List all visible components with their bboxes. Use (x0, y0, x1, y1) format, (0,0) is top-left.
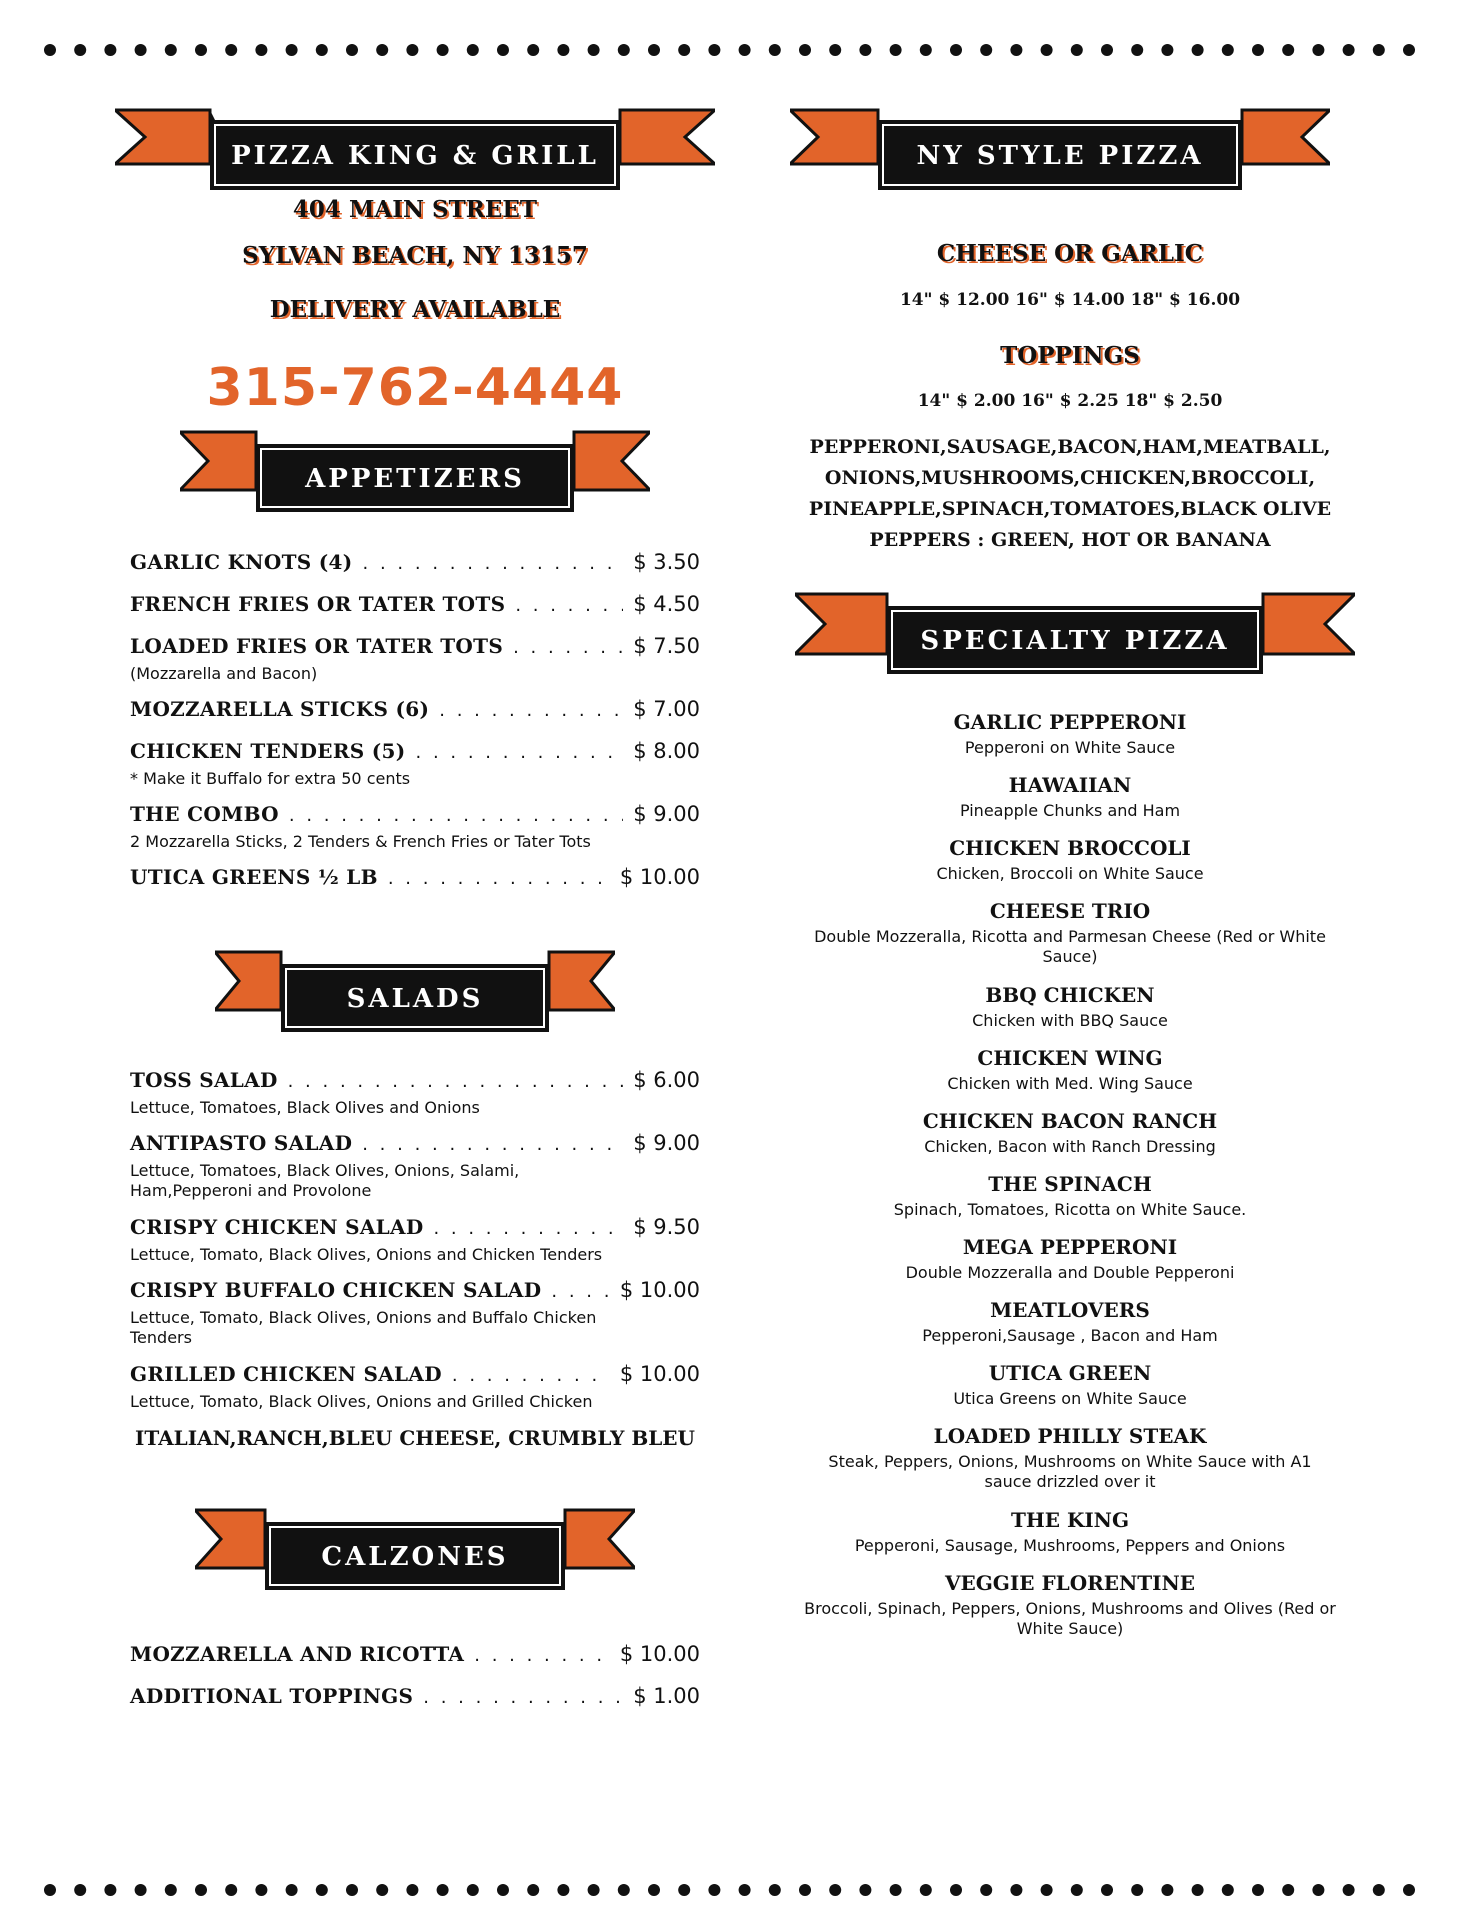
item-description: Lettuce, Tomatoes, Black Olives and Onions (130, 1098, 480, 1117)
item-name: LOADED PHILLY STEAK (933, 1424, 1207, 1448)
right-column (800, 0, 1340, 1920)
item-price: $ 9.50 (633, 1215, 700, 1239)
border-dot (708, 44, 720, 56)
border-dot (104, 1884, 116, 1896)
specialty-banner (795, 592, 1355, 676)
specialty-title: SPECIALTY PIZZA (920, 626, 1230, 656)
item-name: MOZZARELLA STICKS (6) (130, 697, 430, 721)
appetizers-title: APPETIZERS (305, 464, 525, 494)
item-name: THE SPINACH (988, 1172, 1152, 1196)
list-item (800, 1046, 1340, 1094)
border-dot (1403, 1884, 1415, 1896)
dot-leader (551, 1281, 609, 1302)
list-item (800, 983, 1340, 1031)
item-name: ADDITIONAL TOPPINGS (130, 1684, 414, 1708)
toppings-line: PINEAPPLE,SPINACH,TOMATOES,BLACK OLIVE (808, 498, 1332, 520)
list-item (130, 634, 700, 684)
border-dot (739, 1884, 751, 1896)
dot-leader (439, 700, 623, 721)
list-item (800, 1361, 1340, 1409)
appetizers-banner (180, 430, 650, 514)
item-description: * Make it Buffalo for extra 50 cents (130, 769, 411, 788)
item-name: MEGA PEPPERONI (962, 1235, 1178, 1259)
item-name: CRISPY BUFFALO CHICKEN SALAD (130, 1278, 542, 1302)
ny-style-title: NY STYLE PIZZA (916, 141, 1204, 171)
item-price: $ 3.50 (633, 550, 700, 574)
item-description: Lettuce, Tomato, Black Olives, Onions and Grilled Chicken (130, 1392, 593, 1411)
left-column (130, 0, 700, 1920)
dot-leader (289, 805, 623, 826)
item-price: $ 10.00 (619, 865, 700, 889)
item-name: BBQ CHICKEN (985, 983, 1155, 1007)
toppings-line: PEPPERONI,SAUSAGE,BACON,HAM,MEATBALL, (809, 436, 1331, 458)
item-name: CHICKEN BROCCOLI (949, 836, 1191, 860)
restaurant-name: PIZZA KING & GRILL (231, 141, 599, 171)
item-name: FRENCH FRIES OR TATER TOTS (130, 592, 506, 616)
dot-leader (363, 553, 624, 574)
item-name: CHICKEN TENDERS (5) (130, 739, 406, 763)
item-description: Pineapple Chunks and Ham (959, 801, 1181, 820)
ny-style-banner (790, 108, 1330, 192)
item-description: Broccoli, Spinach, Peppers, Onions, Mushrooms and Olives (Red or White Sauce) (804, 1599, 1336, 1638)
toppings-list (800, 432, 1340, 556)
item-price: $ 10.00 (619, 1362, 700, 1386)
border-dot (1373, 1884, 1385, 1896)
item-price: $ 10.00 (619, 1278, 700, 1302)
border-dot (769, 1884, 781, 1896)
list-item (130, 739, 700, 789)
border-dot (44, 44, 56, 56)
salads-banner (215, 950, 615, 1034)
border-dot (1343, 1884, 1355, 1896)
item-name: GRILLED CHICKEN SALAD (130, 1362, 442, 1386)
item-name: UTICA GREENS ½ LB (130, 865, 378, 889)
item-description: Lettuce, Tomato, Black Olives, Onions and Buffalo Chicken Tenders (130, 1308, 597, 1347)
item-name: VEGGIE FLORENTINE (944, 1571, 1196, 1595)
dot-leader (388, 868, 610, 889)
item-price: $ 7.50 (633, 634, 700, 658)
item-description: Chicken, Broccoli on White Sauce (936, 864, 1204, 883)
list-item (130, 865, 700, 889)
border-dot (769, 44, 781, 56)
list-item (130, 1131, 700, 1201)
list-item (130, 1215, 700, 1265)
dot-leader (513, 637, 623, 658)
list-item (800, 1109, 1340, 1157)
list-item (800, 836, 1340, 884)
list-item (800, 1508, 1340, 1556)
list-item (800, 773, 1340, 821)
item-price: $ 4.50 (633, 592, 700, 616)
dot-leader (433, 1218, 623, 1239)
item-name: THE COMBO (130, 802, 279, 826)
list-item (800, 1298, 1340, 1346)
list-item (130, 550, 700, 574)
item-description: Chicken with BBQ Sauce (972, 1011, 1168, 1030)
item-description: Double Mozzeralla, Ricotta and Parmesan Cheese (Red or White Sauce) (814, 927, 1326, 966)
toppings-prices: 14" $ 2.00 16" $ 2.25 18" $ 2.50 (917, 391, 1223, 411)
list-item (130, 1278, 700, 1348)
list-item (130, 1362, 700, 1412)
toppings-heading: TOPPINGS (1000, 342, 1140, 369)
list-item (130, 802, 700, 852)
item-description: Lettuce, Tomato, Black Olives, Onions and Chicken Tenders (130, 1245, 603, 1264)
item-price: $ 10.00 (619, 1642, 700, 1666)
calzones-title: CALZONES (321, 1542, 509, 1572)
dot-leader (362, 1134, 623, 1155)
title-banner (115, 108, 715, 192)
toppings-line: ONIONS,MUSHROOMS,CHICKEN,BROCCOLI, (824, 467, 1316, 489)
toppings-line: PEPPERS : GREEN, HOT OR BANANA (869, 529, 1271, 551)
item-price: $ 1.00 (633, 1684, 700, 1708)
dot-leader (416, 742, 624, 763)
list-item (800, 899, 1340, 967)
item-description: Double Mozzeralla and Double Pepperoni (905, 1263, 1235, 1282)
item-description: Pepperoni,Sausage , Bacon and Ham (922, 1326, 1218, 1345)
border-dot (74, 1884, 86, 1896)
item-name: MEATLOVERS (990, 1298, 1150, 1322)
list-item (130, 1684, 700, 1708)
item-name: TOSS SALAD (130, 1068, 278, 1092)
list-item (800, 1172, 1340, 1220)
item-name: UTICA GREEN (988, 1361, 1152, 1385)
item-price: $ 9.00 (633, 802, 700, 826)
border-dot (1373, 44, 1385, 56)
dressings-list: ITALIAN,RANCH,BLEU CHEESE, CRUMBLY BLEU (135, 1426, 695, 1450)
item-name: MOZZARELLA AND RICOTTA (130, 1642, 465, 1666)
border-dot (739, 44, 751, 56)
phone-number[interactable]: 315-762-4444 (206, 358, 624, 418)
item-name: CRISPY CHICKEN SALAD (130, 1215, 424, 1239)
item-description: Utica Greens on White Sauce (953, 1389, 1187, 1408)
item-name: THE KING (1010, 1508, 1130, 1532)
item-description: Lettuce, Tomatoes, Black Olives, Onions, Salami, Ham,Pepperoni and Provolone (130, 1161, 520, 1200)
dot-leader (452, 1365, 610, 1386)
border-dot (1403, 44, 1415, 56)
item-name: LOADED FRIES OR TATER TOTS (130, 634, 504, 658)
item-price: $ 6.00 (633, 1068, 700, 1092)
border-dot (104, 44, 116, 56)
item-price: $ 8.00 (633, 739, 700, 763)
border-dot (1343, 44, 1355, 56)
item-description: Pepperoni, Sausage, Mushrooms, Peppers and Onions (854, 1536, 1286, 1555)
cheese-heading: CHEESE OR GARLIC (936, 240, 1204, 267)
list-item (800, 1424, 1340, 1492)
item-description: Spinach, Tomatoes, Ricotta on White Sauce. (893, 1200, 1247, 1219)
item-description: (Mozzarella and Bacon) (130, 664, 318, 683)
calzones-banner (195, 1508, 635, 1592)
delivery-note: DELIVERY AVAILABLE (269, 296, 561, 323)
list-item (130, 697, 700, 721)
item-description: Steak, Peppers, Onions, Mushrooms on White Sauce with A1 sauce drizzled over it (828, 1452, 1312, 1491)
list-item (800, 710, 1340, 758)
item-name: GARLIC KNOTS (4) (130, 550, 353, 574)
item-price: $ 9.00 (633, 1131, 700, 1155)
item-name: CHICKEN BACON RANCH (922, 1109, 1218, 1133)
list-item (800, 1235, 1340, 1283)
item-description: Chicken, Bacon with Ranch Dressing (924, 1137, 1216, 1156)
list-item (130, 592, 700, 616)
item-description: 2 Mozzarella Sticks, 2 Tenders & French Fries or Tater Tots (130, 832, 591, 851)
item-name: CHICKEN WING (977, 1046, 1163, 1070)
dot-leader (423, 1687, 623, 1708)
item-name: ANTIPASTO SALAD (130, 1131, 353, 1155)
salads-title: SALADS (346, 984, 484, 1014)
border-dot (44, 1884, 56, 1896)
address-line-2: SYLVAN BEACH, NY 13157 (242, 242, 588, 269)
dot-leader (474, 1645, 610, 1666)
dot-leader (288, 1071, 624, 1092)
item-price: $ 7.00 (633, 697, 700, 721)
item-name: CHEESE TRIO (989, 899, 1151, 923)
item-description: Chicken with Med. Wing Sauce (947, 1074, 1193, 1093)
cheese-prices: 14" $ 12.00 16" $ 14.00 18" $ 16.00 (899, 290, 1241, 310)
border-dot (708, 1884, 720, 1896)
border-dot (74, 44, 86, 56)
list-item (130, 1068, 700, 1118)
list-item (800, 1571, 1340, 1639)
list-item (130, 1642, 700, 1666)
dot-leader (515, 595, 623, 616)
item-description: Pepperoni on White Sauce (964, 738, 1176, 757)
item-name: GARLIC PEPPERONI (953, 710, 1187, 734)
address-line-1: 404 MAIN STREET (292, 196, 538, 223)
item-name: HAWAIIAN (1008, 773, 1132, 797)
